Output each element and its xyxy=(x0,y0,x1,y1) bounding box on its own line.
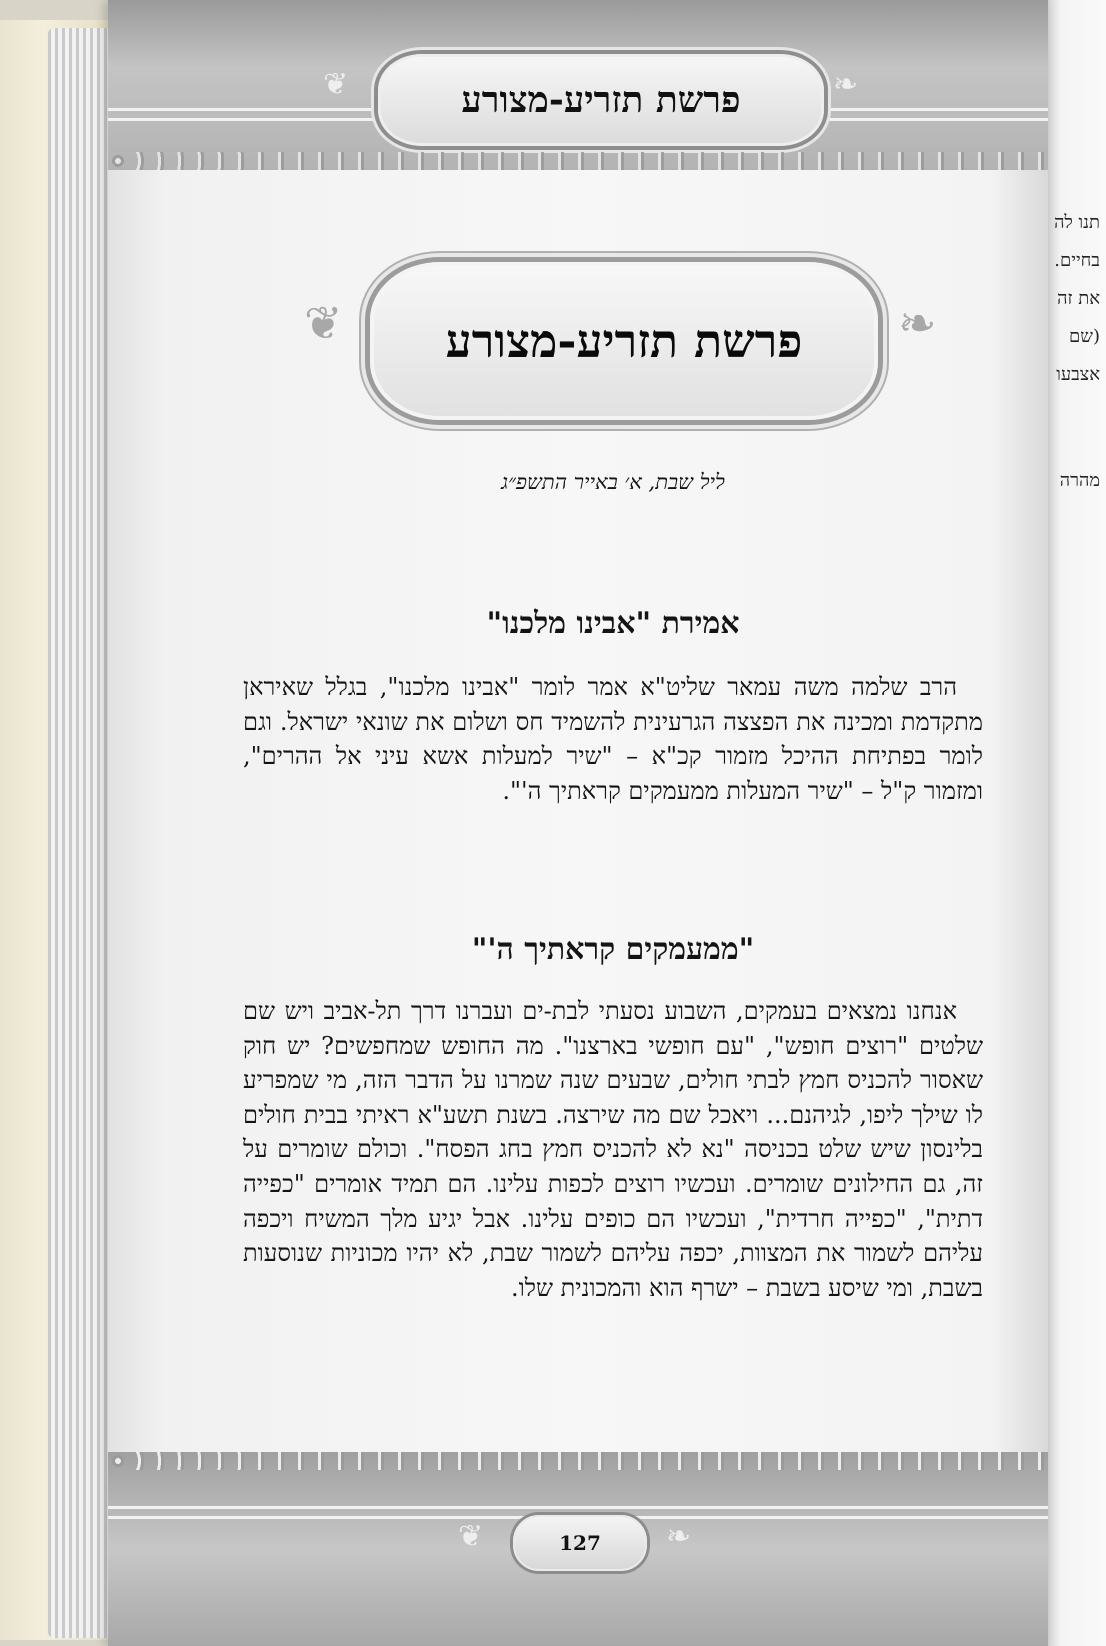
scroll-ornament-icon: ❧ xyxy=(898,296,937,350)
next-page-fragment: תנו לה xyxy=(1054,212,1100,233)
paragraph-text: הרב שלמה משה עמאר שליט"א אמר לומר "אבינו מלכנו", בגלל שאיראן מתקדמת ומכינה את הפצצה הגרעינית להשמיד חס ושלום את שונאי ישראל. וגם לומר בפתיחת ההיכל מזמור קכ"א – "שיר למעלות אשא עיני אל ההרים", ומזמור ק"ל – "שיר המעלות ממעמקים קראתיך ה'". xyxy=(243,673,983,805)
section-heading: אמירת "אבינו מלכנו" xyxy=(486,606,740,641)
scroll-ornament-icon: ❧ xyxy=(666,1519,692,1554)
section-heading: "ממעמקים קראתיך ה'" xyxy=(471,932,755,967)
scroll-ornament-icon: ❦ xyxy=(304,296,343,350)
footer-rule xyxy=(108,1506,1048,1509)
header-band xyxy=(108,0,1048,170)
scroll-ornament-icon: ❦ xyxy=(458,1519,484,1554)
next-page-fragment: אצבעו xyxy=(1056,364,1100,385)
next-page-fragment: (שם xyxy=(1069,326,1100,347)
running-header-frame xyxy=(378,54,824,146)
chapter-title: פרשת תזריע-מצורע xyxy=(445,314,803,368)
date-line: ליל שבת, א׳ באייר התשפ״ג xyxy=(501,470,725,494)
page-number: 127 xyxy=(559,1531,601,1555)
page-number-frame xyxy=(513,1515,647,1571)
book-page xyxy=(108,0,1048,1646)
chapter-title-frame xyxy=(370,262,878,420)
scroll-ornament-icon: ❦ xyxy=(323,67,349,102)
next-page-fragment: בחיים. xyxy=(1054,250,1100,271)
section-paragraph xyxy=(243,994,983,1305)
section-paragraph xyxy=(243,670,983,808)
next-page-edge xyxy=(1046,0,1106,1646)
scroll-ornament-icon: ❧ xyxy=(833,67,859,102)
paragraph-text: אנחנו נמצאים בעמקים, השבוע נסעתי לבת-ים ועברנו דרך תל-אביב ויש שם שלטים "רוצים חופש", "עם חופשי בארצנו". מה החופש שמחפשים? יש חוק שאסור להכניס חמץ לבתי חולים, שבעים שנה שמרנו על הדבר הזה, מי שמפריע לו שילך ליפו, לגיהנם... ויאכל שם מה שירצה. בשנת תשע"א ראיתי בבית חולים בלינסון שיש שלט בכניסה "נא לא להכניס חמץ בחג הפסח". וכולם שומרים על זה, גם החילונים שומרים. ועכשיו רוצים לכפות עלינו. הם תמיד אומרים "כפייה דתית", "כפייה חרדית", ועכשיו הם כופים עלינו. אבל יגיע מלך המשיח ויכפה עליהם לשמור את המצוות, יכפה עליהם לשמור שבת, לא יהיו מכוניות שנוסעות בשבת, ומי שיסע בשבת – ישרף הוא והמכונית שלו. xyxy=(243,997,983,1302)
next-page-fragment: מהרה xyxy=(1059,470,1100,491)
next-page-fragment: את זה xyxy=(1057,288,1100,309)
footer-band xyxy=(108,1452,1048,1646)
running-header: פרשת תזריע-מצורע xyxy=(461,79,741,121)
